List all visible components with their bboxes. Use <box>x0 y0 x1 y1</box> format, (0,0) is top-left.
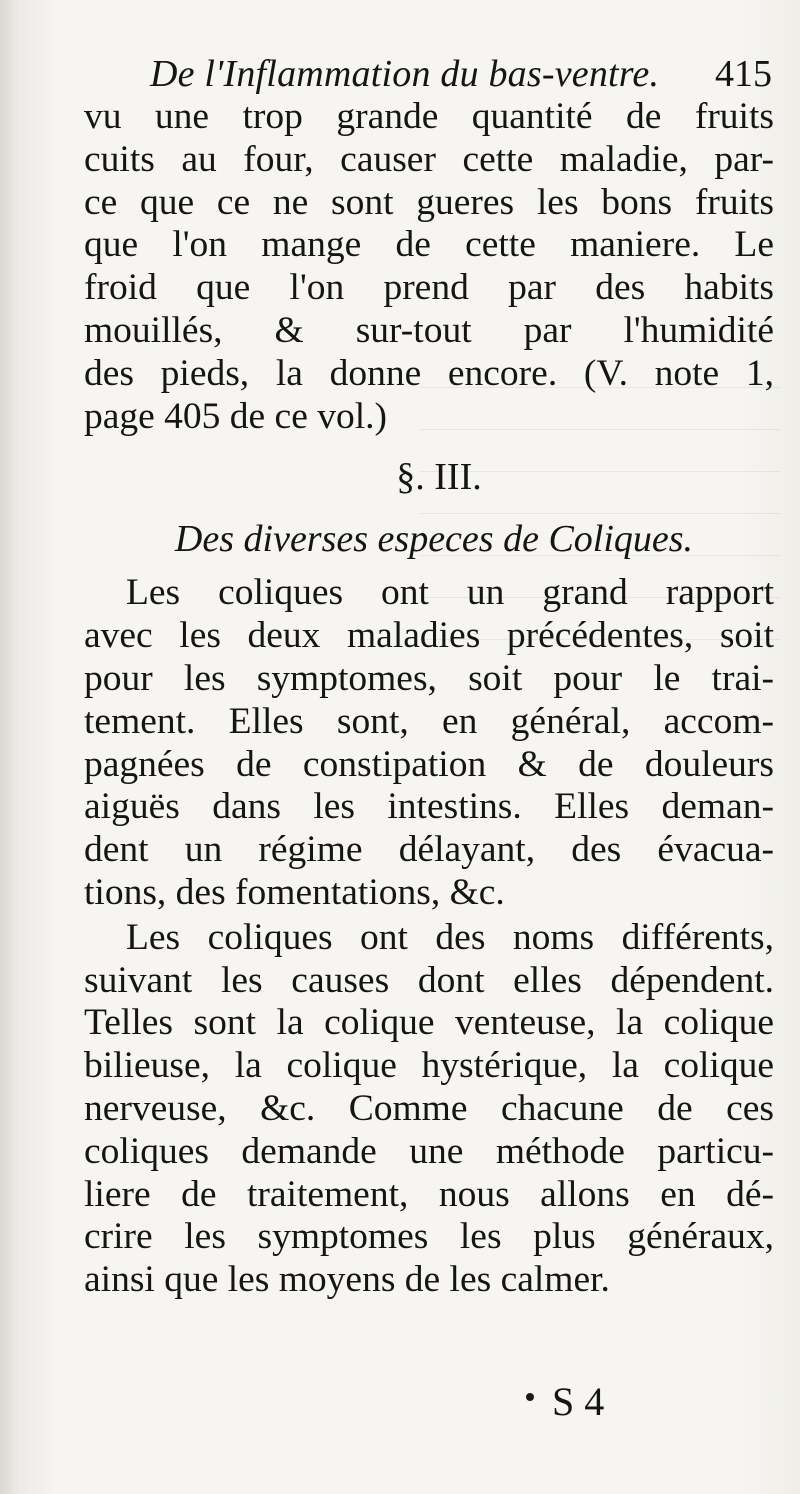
text-line: crire les symptomes les plus généraux, <box>84 1216 774 1258</box>
text-line: tement. Elles sont, en général, accom- <box>84 700 774 742</box>
text-line: pagnées de constipation & de douleurs <box>84 743 774 785</box>
signature-text: S 4 <box>552 1379 605 1424</box>
running-head: De l'Inflammation du bas-ventre. <box>150 53 660 95</box>
continued-paragraph <box>84 96 774 438</box>
text-line: ce que ce ne sont gueres les bons fruits <box>84 181 774 223</box>
text-line: des pieds, la donne encore. (V. note 1, <box>84 352 774 394</box>
text-line: ainsi que les moyens de les calmer. <box>84 1259 610 1301</box>
section-title: Des diverses especes de Coliques. <box>174 518 694 561</box>
text-line: vu une trop grande quantité de fruits <box>84 96 774 137</box>
text-line: liere de traitement, nous allons en dé- <box>84 1173 774 1215</box>
text-line: aiguës dans les intestins. Elles deman- <box>84 786 774 828</box>
text-line: dent un régime délayant, des évacua- <box>84 829 774 871</box>
text-line: froid que l'on prend par des habits <box>84 267 774 309</box>
text-line: cuits au four, causer cette maladie, par- <box>84 138 774 180</box>
page-body <box>84 96 774 1302</box>
section-number: §. III. <box>396 456 482 499</box>
text-line: mouillés, & sur-tout par l'humidité <box>84 309 774 351</box>
signature-mark <box>526 1378 604 1425</box>
text-line: Les coliques ont un grand rapport <box>126 572 774 614</box>
text-line: page 405 de ce vol.) <box>84 395 388 437</box>
text-line: nerveuse, &c. Comme chacune de ces <box>84 1087 774 1129</box>
page-header <box>150 52 772 100</box>
text-line: bilieuse, la colique hystérique, la colique <box>84 1045 774 1087</box>
text-line: avec les deux maladies précédentes, soit <box>84 615 774 657</box>
text-line: coliques demande une méthode particu- <box>84 1130 774 1172</box>
ink-spot <box>526 1393 534 1401</box>
text-line: que l'on mange de cette maniere. Le <box>84 224 774 266</box>
text-line: Les coliques ont des noms différents, <box>126 916 774 958</box>
text-line: pour les symptomes, soit pour le trai- <box>84 657 774 699</box>
text-line: suivant les causes dont elles dépendent. <box>84 959 774 1001</box>
text-line: Telles sont la colique venteuse, la colique <box>84 1002 774 1044</box>
paragraph-coliques-rapport <box>84 572 774 914</box>
text-line: tions, des fomentations, &c. <box>84 871 505 913</box>
page-number: 415 <box>715 53 772 95</box>
paragraph-coliques-noms <box>84 917 774 1302</box>
